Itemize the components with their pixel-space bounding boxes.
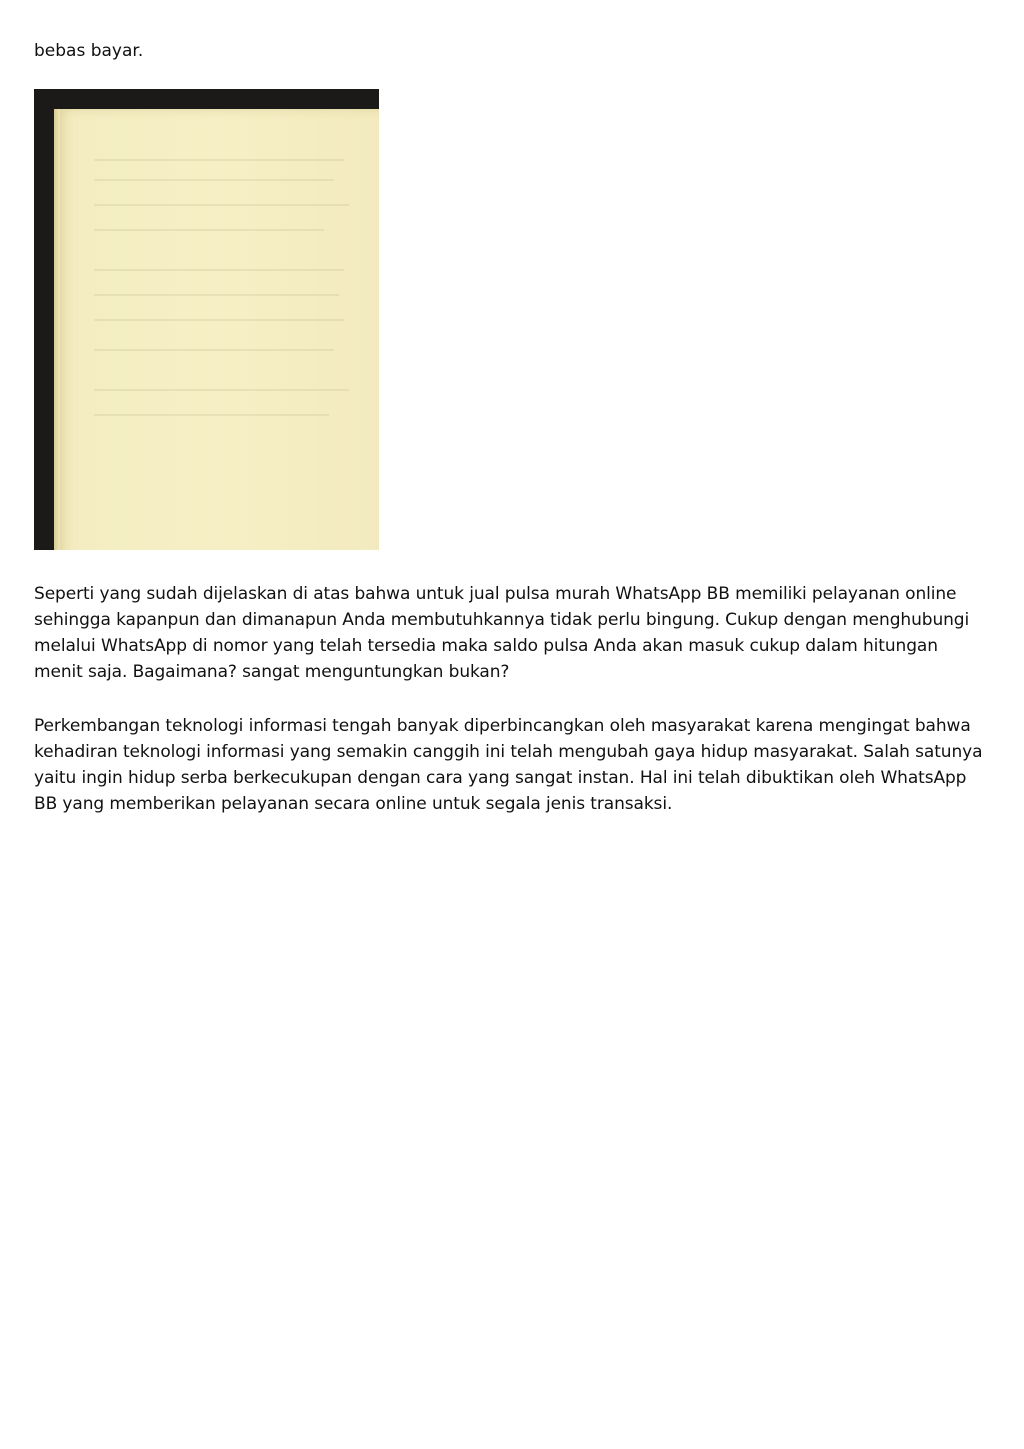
faint-text-line (94, 159, 344, 161)
scanned-page-photo (34, 89, 379, 550)
faint-text-line (94, 319, 344, 321)
faint-text-line (94, 294, 339, 296)
faint-text-line (94, 179, 334, 181)
faint-text-line (94, 269, 344, 271)
text-fragment: bebas bayar. (34, 41, 144, 61)
paragraph-1: Seperti yang sudah dijelaskan di atas bahwa untuk jual pulsa murah WhatsApp BB memiliki pelayanan online sehingga kapanpun dan dimanapun Anda membutuhkannya tidak perlu bingung. Cukup dengan menghubungi melalui WhatsApp di nomor yang telah tersedia maka saldo pulsa Anda akan masuk cukup dalam hitungan menit saja. Bagaimana? sangat menguntungkan bukan? (34, 584, 970, 682)
faint-text-line (94, 349, 334, 351)
paper-sheet (54, 109, 379, 550)
faint-text-line (94, 414, 329, 416)
paragraph-2: Perkembangan teknologi informasi tengah banyak diperbincangkan oleh masyarakat karena mengingat bahwa kehadiran teknologi informasi yang semakin canggih ini telah mengubah gaya hidup masyarakat. Salah satunya yaitu ingin hidup serba berkecukupan dengan cara yang sangat instan. Hal ini telah dibuktikan oleh WhatsApp BB yang memberikan pelayanan secara online untuk segala jenis transaksi. (34, 716, 983, 814)
faint-text-line (94, 229, 324, 231)
paper-edge (54, 109, 60, 550)
faint-text-line (94, 389, 349, 391)
faint-text-line (94, 204, 349, 206)
